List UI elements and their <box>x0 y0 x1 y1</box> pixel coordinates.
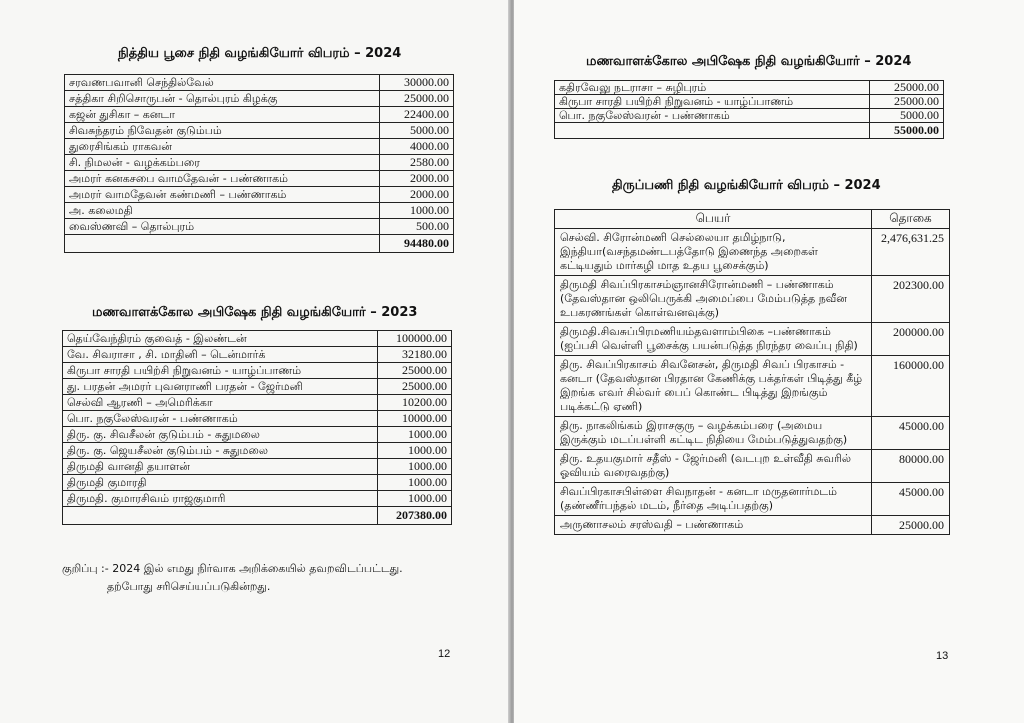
table-row <box>555 450 950 483</box>
donation-amount: 10200.00 <box>378 395 452 411</box>
donor-name: அ. கலைமதி <box>65 203 380 219</box>
total-amount: 55000.00 <box>870 123 944 139</box>
table-row <box>555 229 950 276</box>
table-row <box>65 91 454 107</box>
total-row <box>65 235 454 253</box>
donation-amount: 45000.00 <box>872 417 950 450</box>
donation-amount: 500.00 <box>380 219 454 235</box>
header-name: பெயர் <box>555 210 872 229</box>
donation-amount: 25000.00 <box>870 81 944 95</box>
total-row <box>555 123 944 139</box>
donation-amount: 80000.00 <box>872 450 950 483</box>
donor-name: திருமதி வானதி தயாளன் <box>63 459 378 475</box>
donor-name: திரு. நாகலிங்கம் இராசகுரு – வழக்கம்பரை (அமைய இருக்கும் மடப்பள்ளி கட்டிட நிதியை மேம்படுத்துவதற்கு) <box>555 417 872 450</box>
total-label-cell <box>555 123 870 139</box>
table-row <box>65 155 454 171</box>
donor-name: அமரர் கனகசபை வாமதேவன் - பண்ணாகம் <box>65 171 380 187</box>
table-row <box>555 417 950 450</box>
donor-name: திரு. கு. ஜெயசீலன் குடும்பம் - சுதுமலை <box>63 443 378 459</box>
donation-amount: 4000.00 <box>380 139 454 155</box>
donor-name: பொ. நகுலேஸ்வரன் - பண்ணாகம் <box>63 411 378 427</box>
left-section1-table <box>64 74 454 253</box>
donation-amount: 2,476,631.25 <box>872 229 950 276</box>
donation-amount: 2580.00 <box>380 155 454 171</box>
donation-amount: 25000.00 <box>872 516 950 535</box>
total-amount: 94480.00 <box>380 235 454 253</box>
table-row <box>63 331 452 347</box>
table-row <box>63 411 452 427</box>
donation-amount: 1000.00 <box>378 459 452 475</box>
table-row <box>65 203 454 219</box>
donor-name: து. பரதன் அமரர் புவனராணி பரதன் - ஜேர்மனி <box>63 379 378 395</box>
donor-name: சரவணபவானி செந்தில்வேல் <box>65 75 380 91</box>
donation-amount: 200000.00 <box>872 323 950 356</box>
donor-name: வே. சிவராசா , சி. மாதினி – டென்மார்க் <box>63 347 378 363</box>
donation-amount: 1000.00 <box>378 427 452 443</box>
table-row <box>63 443 452 459</box>
table-row <box>555 323 950 356</box>
right-section1-title: மணவாளக்கோல அபிஷேக நிதி வழங்கியோர் – 2024 <box>586 54 912 69</box>
donor-name: திரு. கு. சிவசீலன் குடும்பம் - சுதுமலை <box>63 427 378 443</box>
donation-amount: 25000.00 <box>378 363 452 379</box>
table-row <box>65 219 454 235</box>
donation-amount: 100000.00 <box>378 331 452 347</box>
donation-amount: 25000.00 <box>870 95 944 109</box>
donor-name: திரு. சிவப்பிரகாசம் சிவனேசன், திருமதி சிவப் பிரகாசம் - கனடா (தேவஸ்தான பிரதான கேணிக்கு பக்தர்கள் பிடித்து கீழ் இறங்க எவர் சில்வர் பைப் கொண்ட பிடித்து இறங்கும் படிக்கட்டு ஏணி) <box>555 356 872 417</box>
donation-amount: 1000.00 <box>378 491 452 507</box>
donor-name: சி. நிமலன் - வழக்கம்பரை <box>65 155 380 171</box>
left-section1-title: நித்திய பூசை நிதி வழங்கியோர் விபரம் – 2024 <box>118 46 402 61</box>
donation-amount: 25000.00 <box>378 379 452 395</box>
table-row <box>65 107 454 123</box>
total-label-cell <box>65 235 380 253</box>
page-number-right: 13 <box>936 650 949 662</box>
donor-name: திருமதி. குமாரசிவம் ராஜகுமாரி <box>63 491 378 507</box>
table-row <box>65 171 454 187</box>
donor-name: கிருபா சாரதி பயிற்சி நிறுவனம் - யாழ்ப்பாணம் <box>63 363 378 379</box>
page-number-left: 12 <box>438 648 451 660</box>
donor-name: திருமதி சிவப்பிரகாசம்ஞானசிரோன்மணி – பண்ணாகம் (தேவஸ்தான ஒலிபெருக்கி அமைப்பை மேம்படுத்த நவீன உபகரணங்கள் கொள்வனவுக்கு) <box>555 276 872 323</box>
right-page <box>514 0 1024 723</box>
donor-name: திருமதி.சிவசுப்பிரமணியம்தவளாம்பிகை –பண்ணாகம் (ஐப்பசி வெள்ளி பூசைக்கு பயன்படுத்த நிரந்தர வைப்பு நிதி) <box>555 323 872 356</box>
donation-amount: 32180.00 <box>378 347 452 363</box>
donor-name: கிருபா சாரதி பயிற்சி நிறுவனம் - யாழ்ப்பாணம் <box>555 95 870 109</box>
table-row <box>63 363 452 379</box>
donation-amount: 1000.00 <box>380 203 454 219</box>
left-section2-title: மணவாளக்கோல அபிஷேக நிதி வழங்கியோர் – 2023 <box>92 305 418 320</box>
table-row <box>63 379 452 395</box>
table-row <box>555 276 950 323</box>
table-row <box>63 395 452 411</box>
donation-amount: 1000.00 <box>378 475 452 491</box>
table-row <box>555 81 944 95</box>
donor-name: கஜன் துசிகா – கனடா <box>65 107 380 123</box>
donation-amount: 202300.00 <box>872 276 950 323</box>
donation-amount: 30000.00 <box>380 75 454 91</box>
donation-amount: 22400.00 <box>380 107 454 123</box>
donor-name: திரு. உதயகுமார் சதீஸ் - ஜேர்மனி (வடபுற உள்வீதி சுவரில் ஓவியம் வரைவதற்கு) <box>555 450 872 483</box>
right-section1-table <box>554 80 944 139</box>
table-row <box>65 123 454 139</box>
donor-name: சிவசுந்தரம் நிவேதன் குடும்பம் <box>65 123 380 139</box>
table-row <box>555 483 950 516</box>
header-amount: தொகை <box>872 210 950 229</box>
right-section2-table <box>554 209 950 535</box>
total-row <box>63 507 452 525</box>
table-row <box>63 491 452 507</box>
note-line-1: குறிப்பு :- 2024 இல் எமது நிர்வாக அறிக்கையில் தவறவிடப்பட்டது. <box>62 562 403 575</box>
table-row <box>63 427 452 443</box>
donation-amount: 45000.00 <box>872 483 950 516</box>
left-page <box>0 0 510 723</box>
donation-amount: 5000.00 <box>870 109 944 123</box>
donor-name: பொ. நகுலேஸ்வரன் - பண்ணாகம் <box>555 109 870 123</box>
donor-name: துரைசிங்கம் ராகவன் <box>65 139 380 155</box>
left-section2-table <box>62 330 452 525</box>
table-row <box>555 109 944 123</box>
donor-name: திருமதி குமாரதி <box>63 475 378 491</box>
table-row <box>65 187 454 203</box>
donation-amount: 1000.00 <box>378 443 452 459</box>
note-line-2: தற்போது சரிசெய்யப்படுகின்றது. <box>107 580 271 593</box>
donor-name: அருணாசலம் சரஸ்வதி – பண்ணாகம் <box>555 516 872 535</box>
donation-amount: 25000.00 <box>380 91 454 107</box>
donor-name: கதிரவேலு நடராசா – சுழிபுரம் <box>555 81 870 95</box>
donor-name: செல்வி. சிரோன்மணி செல்லையா தமிழ்நாடு, இந்தியா(வசந்தமண்டபத்தோடு இணைந்த அறைகள் கட்டியதும் மார்கழி மாத உதய பூசைக்கும்) <box>555 229 872 276</box>
donor-name: வைஸ்ணவி – தொல்புரம் <box>65 219 380 235</box>
right-section2-title: திருப்பணி நிதி வழங்கியோர் விபரம் – 2024 <box>612 178 881 193</box>
table-row <box>555 516 950 535</box>
donation-amount: 2000.00 <box>380 187 454 203</box>
donor-name: சிவப்பிரகாசபிள்ளை சிவநாதன் - கனடா மருதனார்மடம் (தண்ணீர்பந்தல் மடம், நீர்தை அடிப்பதற்கு) <box>555 483 872 516</box>
total-amount: 207380.00 <box>378 507 452 525</box>
table-row <box>65 139 454 155</box>
table-row <box>63 475 452 491</box>
donor-name: சத்திகா சிறிசொருபன் - தொல்புரம் கிழக்கு <box>65 91 380 107</box>
table-header-row <box>555 210 950 229</box>
donation-amount: 160000.00 <box>872 356 950 417</box>
donor-name: செல்வி ஆரணி – அமெரிக்கா <box>63 395 378 411</box>
donation-amount: 2000.00 <box>380 171 454 187</box>
table-row <box>63 347 452 363</box>
donation-amount: 10000.00 <box>378 411 452 427</box>
table-row <box>63 459 452 475</box>
table-row <box>555 95 944 109</box>
donor-name: அமரர் வாமதேவன் கண்மணி – பண்ணாகம் <box>65 187 380 203</box>
table-row <box>65 75 454 91</box>
total-label-cell <box>63 507 378 525</box>
donor-name: தெய்வேந்திரம் குவைத் - இலண்டன் <box>63 331 378 347</box>
donation-amount: 5000.00 <box>380 123 454 139</box>
table-row <box>555 356 950 417</box>
